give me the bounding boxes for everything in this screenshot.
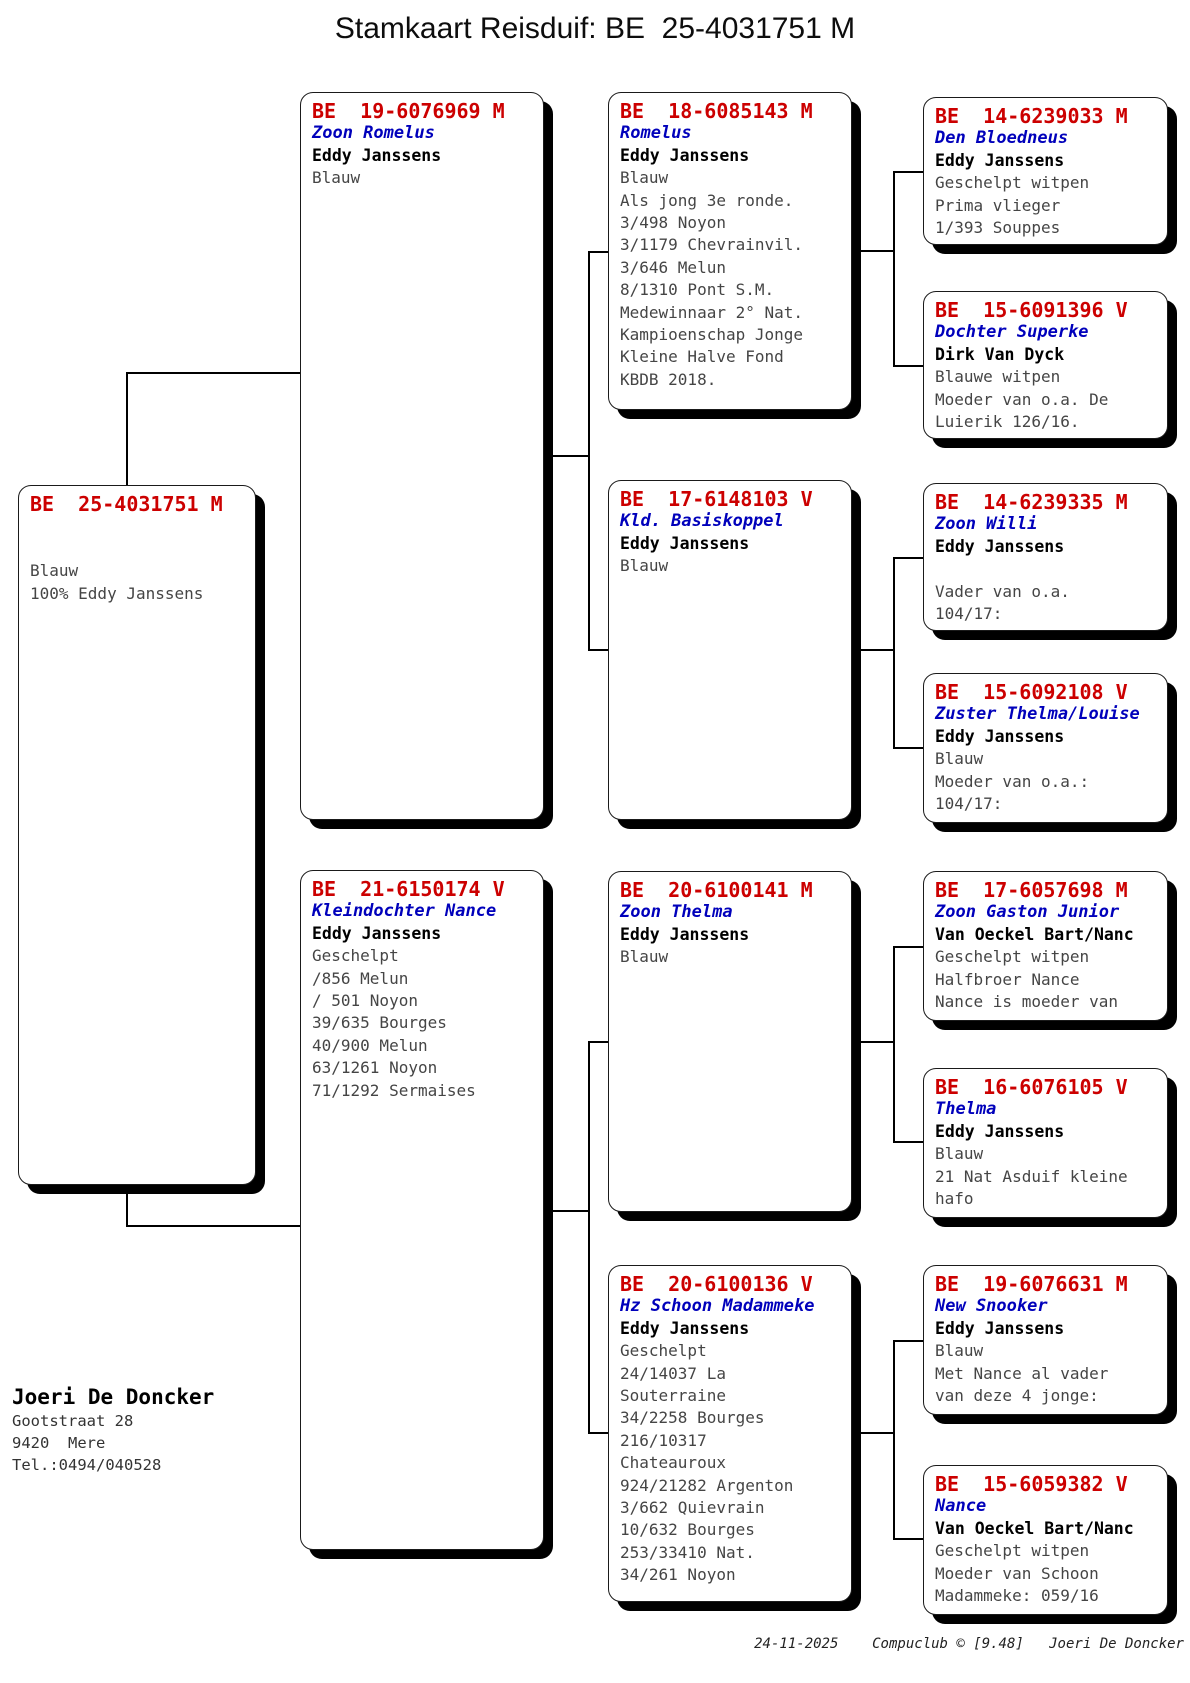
- owner-name: [30, 538, 245, 560]
- pedigree-box-ggp5: [923, 871, 1168, 1021]
- detail-lines: Geschelpt /856 Melun / 501 Noyon 39/635 Bourges 40/900 Melun 63/1261 Noyon 71/1292 Sermaises: [312, 946, 476, 1100]
- connector-line: [893, 747, 923, 749]
- detail-lines: Blauw 100% Eddy Janssens: [30, 561, 204, 603]
- owner-name: Eddy Janssens: [935, 1318, 1065, 1338]
- ring-number: BE 20-6100141 M: [620, 878, 813, 902]
- connector-line: [544, 1210, 589, 1212]
- pigeon-name: Zoon Thelma: [620, 902, 733, 923]
- pigeon-name: Dochter Superke: [935, 322, 1089, 343]
- ring-number: BE 15-6092108 V: [935, 680, 1128, 704]
- connector-line: [588, 1432, 608, 1434]
- pedigree-box-maternal-grandfather: [608, 871, 852, 1212]
- connector-line: [852, 1041, 894, 1043]
- owner-name: Eddy Janssens: [620, 533, 750, 553]
- detail-lines: Blauw 21 Nat Asduif kleine hafo: [935, 1144, 1128, 1209]
- ring-number: BE 17-6057698 M: [935, 878, 1128, 902]
- pigeon-name: Nance: [935, 1496, 987, 1517]
- page-title: Stamkaart Reisduif: BE 25-4031751 M: [334, 12, 856, 45]
- connector-line: [126, 372, 128, 485]
- ring-number: BE 15-6091396 V: [935, 298, 1128, 322]
- owner-name: Dirk Van Dyck: [935, 344, 1065, 364]
- connector-line: [893, 946, 895, 1143]
- breeder-block: [12, 1384, 214, 1476]
- pedigree-box-ggp3: [923, 483, 1168, 631]
- ring-number: BE 15-6059382 V: [935, 1472, 1128, 1496]
- connector-line: [893, 1340, 895, 1539]
- connector-line: [893, 365, 923, 367]
- breeder-name: Joeri De Doncker: [12, 1385, 215, 1409]
- connector-line: [126, 1225, 300, 1227]
- pigeon-name: New Snooker: [935, 1296, 1048, 1317]
- connector-line: [588, 251, 590, 650]
- pigeon-name: Romelus: [620, 123, 692, 144]
- detail-lines: Blauw Moeder van o.a.: 104/17:: [935, 749, 1090, 814]
- pigeon-name: [30, 515, 245, 537]
- connector-line: [893, 946, 923, 948]
- ring-number: BE 18-6085143 M: [620, 99, 813, 123]
- owner-name: Van Oeckel Bart/Nanc: [935, 924, 1134, 944]
- connector-line: [588, 1041, 590, 1433]
- connector-line: [852, 1432, 894, 1434]
- detail-lines: Blauwe witpen Moeder van o.a. De Luierik 126/16.: [935, 367, 1109, 432]
- connector-line: [544, 455, 589, 457]
- owner-name: Eddy Janssens: [620, 924, 750, 944]
- detail-lines: Geschelpt witpen Prima vlieger 1/393 Souppes: [935, 173, 1090, 238]
- detail-lines: Blauw Als jong 3e ronde. 3/498 Noyon 3/1179 Chevrainvil. 3/646 Melun 8/1310 Pont S.M. Medewinnaar 2° Nat. Kampioenschap Jonge Kleine Halve Fond KBDB 2018.: [620, 168, 804, 389]
- connector-line: [588, 649, 608, 651]
- pigeon-name: Den Bloedneus: [935, 128, 1069, 149]
- print-info: 24-11-2025 Compuclub © [9.48] Joeri De Doncker: [754, 1636, 1184, 1652]
- owner-name: Van Oeckel Bart/Nanc: [935, 1518, 1134, 1538]
- pedigree-box-ggp7: [923, 1265, 1168, 1415]
- connector-line: [893, 171, 923, 173]
- owner-name: Eddy Janssens: [620, 145, 750, 165]
- connector-line: [588, 251, 608, 253]
- connector-line: [126, 372, 300, 374]
- pedigree-box-ggp1: [923, 97, 1168, 245]
- connector-line: [893, 557, 923, 559]
- pigeon-name: Zuster Thelma/Louise: [935, 704, 1140, 725]
- detail-lines: Vader van o.a. 104/17:: [935, 581, 1070, 624]
- detail-lines: Geschelpt witpen Moeder van Schoon Madammeke: 059/16: [935, 1541, 1099, 1606]
- pedigree-box-mother: [300, 870, 544, 1550]
- owner-name: Eddy Janssens: [312, 923, 442, 943]
- pigeon-name: Zoon Willi: [935, 514, 1038, 535]
- pigeon-name: Zoon Romelus: [312, 123, 435, 144]
- connector-line: [893, 1141, 923, 1143]
- detail-lines: Blauw: [620, 556, 669, 576]
- pedigree-box-father: [300, 92, 544, 820]
- connector-line: [126, 1185, 128, 1226]
- pedigree-box-subject: [18, 485, 256, 1185]
- detail-lines: Geschelpt 24/14037 La Souterraine 34/2258 Bourges 216/10317 Chateauroux 924/21282 Argenton 3/662 Quievrain 10/632 Bourges 253/33410 Nat. 34/261 Noyon: [620, 1341, 794, 1585]
- pigeon-name: Kleindochter Nance: [312, 901, 497, 922]
- ring-number: BE 19-6076969 M: [312, 99, 505, 123]
- pedigree-box-paternal-grandmother: [608, 480, 852, 820]
- pedigree-box-ggp6: [923, 1068, 1168, 1218]
- pigeon-name: Hz Schoon Madammeke: [620, 1296, 815, 1317]
- owner-name: Eddy Janssens: [312, 145, 442, 165]
- pedigree-box-maternal-grandmother: [608, 1265, 852, 1602]
- breeder-address: Gootstraat 28 9420 Mere Tel.:0494/040528: [12, 1412, 162, 1474]
- owner-name: Eddy Janssens: [935, 150, 1065, 170]
- connector-line: [893, 1340, 923, 1342]
- pedigree-box-paternal-grandfather: [608, 92, 852, 410]
- connector-line: [893, 171, 895, 366]
- owner-name: Eddy Janssens: [935, 536, 1065, 556]
- connector-line: [893, 1538, 923, 1540]
- ring-number: BE 25-4031751 M: [30, 492, 223, 516]
- connector-line: [893, 557, 895, 749]
- detail-lines: Blauw: [620, 947, 669, 967]
- detail-lines: Blauw Met Nance al vader van deze 4 jonge:: [935, 1341, 1109, 1406]
- ring-number: BE 17-6148103 V: [620, 487, 813, 511]
- connector-line: [852, 250, 894, 252]
- ring-number: BE 14-6239033 M: [935, 104, 1128, 128]
- pigeon-name: Zoon Gaston Junior: [935, 902, 1120, 923]
- ring-number: BE 21-6150174 V: [312, 877, 505, 901]
- pigeon-name: Kld. Basiskoppel: [620, 511, 784, 532]
- connector-line: [588, 1041, 608, 1043]
- ring-number: BE 16-6076105 V: [935, 1075, 1128, 1099]
- connector-line: [852, 649, 894, 651]
- ring-number: BE 14-6239335 M: [935, 490, 1128, 514]
- ring-number: BE 19-6076631 M: [935, 1272, 1128, 1296]
- pedigree-box-ggp8: [923, 1465, 1168, 1615]
- ring-number: BE 20-6100136 V: [620, 1272, 813, 1296]
- pedigree-box-ggp4: [923, 673, 1168, 823]
- detail-lines: Geschelpt witpen Halfbroer Nance Nance is moeder van: [935, 947, 1119, 1012]
- detail-lines: Blauw: [312, 168, 361, 188]
- pigeon-name: Thelma: [935, 1099, 997, 1120]
- pedigree-box-ggp2: [923, 291, 1168, 439]
- owner-name: Eddy Janssens: [620, 1318, 750, 1338]
- owner-name: Eddy Janssens: [935, 726, 1065, 746]
- owner-name: Eddy Janssens: [935, 1121, 1065, 1141]
